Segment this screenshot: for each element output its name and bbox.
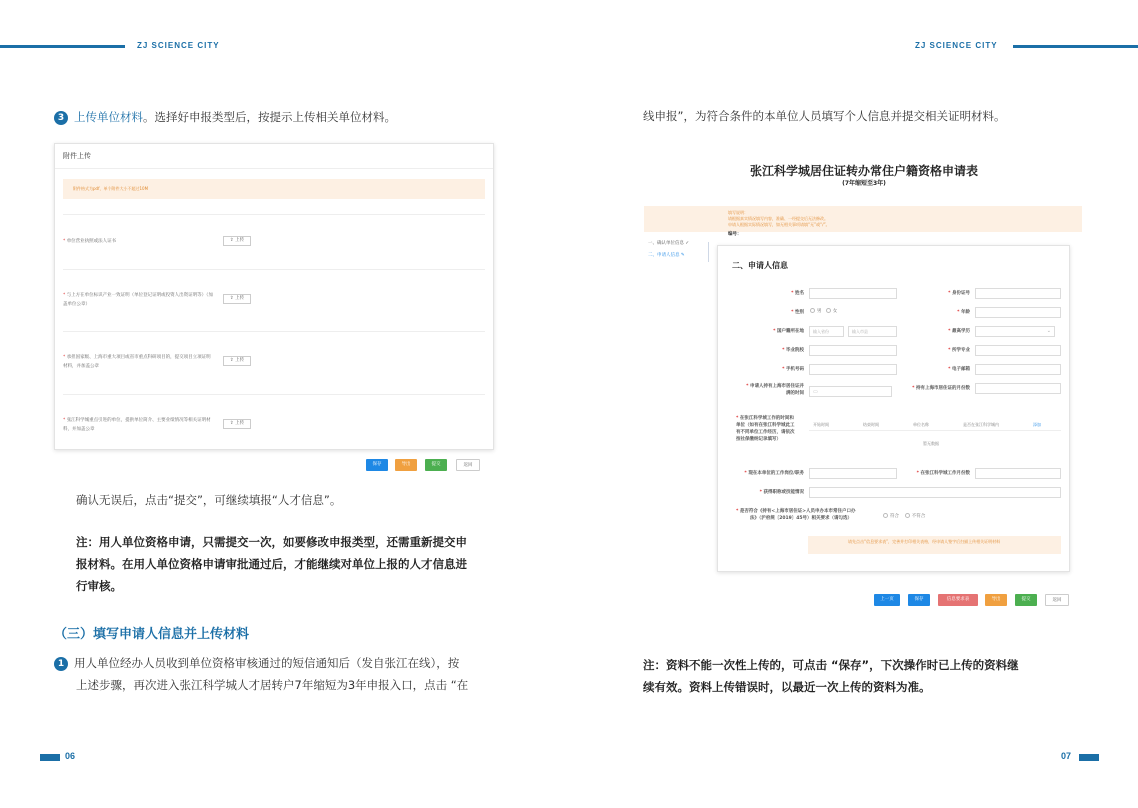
- chevron-down-icon: ⌄: [1046, 328, 1051, 334]
- form-title: 张江科学城居住证转办常住户籍资格申请表: [749, 164, 978, 178]
- email-input[interactable]: [975, 364, 1061, 375]
- hukou-city-input[interactable]: 输入市县: [848, 326, 897, 337]
- save-button[interactable]: 保存: [366, 459, 388, 471]
- step3-heading: [54, 107, 574, 128]
- step1-line: 1 用人单位经办人员收到单位资格审核通过的短信通知后（发自张江在线），按: [54, 653, 514, 674]
- upload-button[interactable]: ⇪ 上传: [223, 419, 251, 429]
- major-input[interactable]: [975, 345, 1061, 356]
- months-in-city-input[interactable]: [975, 468, 1061, 479]
- applicant-form-card: [717, 245, 1070, 572]
- phone-input[interactable]: [809, 364, 897, 375]
- field-label: * 姓名: [791, 291, 804, 296]
- table-header-cell: 单位名称: [913, 422, 929, 427]
- section-heading: （三）填写申请人信息并上传材料: [54, 627, 250, 642]
- table-empty-text: 暂无数据: [923, 441, 939, 446]
- submit-button[interactable]: 提交: [1015, 594, 1037, 606]
- page-number-left: 06: [65, 751, 76, 761]
- field-label: * 身份证号: [948, 291, 970, 296]
- upload-label: * 张江科学城重点引进的单位，提供单位简介、主要业绩情况等相关证明材料，并加盖公章: [63, 418, 211, 432]
- bottom-note-line: 注：资料不能一次性上传的，可点击 “保存”，下次操作时已上传的资料继: [643, 658, 1019, 672]
- titles-input[interactable]: [809, 487, 1061, 498]
- field-label: * 持有上海市居住证的月份数: [912, 386, 970, 391]
- footer-bar-right: [1079, 754, 1099, 761]
- card-title: 二、申请人信息: [732, 261, 788, 270]
- upload-label: * 单位营业执照或法人证书: [63, 239, 117, 244]
- permit-months-input[interactable]: [975, 383, 1061, 394]
- school-input[interactable]: [809, 345, 897, 356]
- form-note-box: 填写说明： 请根据真实情况填写内容，准确、一经提交后无法修改。 申请人根据实际情况填写，如无相关事项请填“无”或“/”。: [644, 206, 1082, 232]
- save-button[interactable]: 保存: [908, 594, 930, 606]
- field-label: * 年龄: [957, 310, 970, 315]
- field-label: * 手机号码: [782, 367, 804, 372]
- side-nav-item[interactable]: 一、确认单位信息 ✓: [648, 241, 690, 246]
- position-input[interactable]: [809, 468, 897, 479]
- export-button[interactable]: 导出: [985, 594, 1007, 606]
- field-label: * 国户籍所在地: [773, 329, 804, 334]
- upload-row: [63, 214, 485, 269]
- step3-text: 。选择好申报类型后，按提示上传相关单位材料。: [143, 110, 396, 124]
- hukou-province-input[interactable]: 输入省份: [809, 326, 844, 337]
- form-subtitle: (7年缩短至3年): [842, 180, 886, 187]
- note-line: 行审核。: [76, 579, 122, 593]
- side-nav: [648, 238, 689, 262]
- step3-title: 上传单位材料: [74, 110, 143, 124]
- field-label: * 所学专业: [948, 348, 970, 353]
- submit-button[interactable]: 提交: [425, 459, 447, 471]
- right-top-text: 线申报”，为符合条件的本单位人员填写个人信息并提交相关证明材料。: [643, 109, 1006, 123]
- side-nav-divider: [708, 242, 709, 262]
- hint-box: 请先点击“信息要求表”，完善并打印相关表格，经申请人签字后扫描上传相关证明材料: [808, 536, 1061, 554]
- upload-warning: 附件格式为pdf，单个附件大小不超过10M: [63, 179, 485, 199]
- side-nav-item-active[interactable]: 二、申请人信息 ✎: [648, 253, 685, 258]
- field-label: * 是否符合《持有<上海市居住证>人员申办本市常住户口办 法》（沪府规〔2019〕45号）相关要求（请勾选）: [736, 509, 856, 521]
- table-header-cell: 结束时间: [863, 422, 879, 427]
- upload-label: * 与上方在单位标识产业一致证明（单位登记证明或投资人出资证明等）（加盖单位公章）: [63, 293, 213, 307]
- age-input[interactable]: [975, 307, 1061, 318]
- footer-bar-left: [40, 754, 60, 761]
- confirm-text: 确认无误后，点击“提交”，可继续填报“人才信息”。: [76, 493, 342, 507]
- field-label: * 获得职称或技能情况: [759, 490, 804, 495]
- note-line: 注：用人单位资格申请，只需提交一次，如要修改申报类型，还需重新提交申: [76, 535, 467, 549]
- upload-panel: [54, 143, 494, 450]
- field-label: * 现在本单位的工作岗位/职务: [744, 471, 804, 476]
- name-input[interactable]: [809, 288, 897, 299]
- step1-number-badge: 1: [54, 657, 68, 671]
- upload-button[interactable]: ⇪ 上传: [223, 356, 251, 366]
- upload-button[interactable]: ⇪ 上传: [223, 236, 251, 246]
- header-rule-left: [0, 45, 125, 48]
- upload-label: * 承担国家级、上海市重大项目或省市重点科研项目的，提交项目立项证明材料，并加盖公章: [63, 355, 211, 369]
- field-label: * 性别: [791, 310, 804, 315]
- policy-radio-group[interactable]: 符合 不符合: [883, 512, 925, 522]
- field-label: * 在张江科学城工作的时间和 单位（如有在张江科学城此工 有不同单位工作经历，请依次 按社保缴纳记录填写）: [736, 416, 795, 442]
- upload-button[interactable]: ⇪ 上传: [223, 294, 251, 304]
- info-form-button[interactable]: 信息要求表: [938, 594, 978, 606]
- field-label: * 最高学历: [948, 329, 970, 334]
- upload-row: [63, 331, 485, 394]
- bottom-note-line: 续有效。资料上传错误时，以最近一次上传的资料为准。: [643, 680, 931, 694]
- back-button[interactable]: 返回: [1045, 594, 1069, 606]
- field-label: * 电子邮箱: [948, 367, 970, 372]
- note-line: 报材料。在用人单位资格申请审批通过后，才能继续对单位上报的人才信息进: [76, 557, 467, 571]
- id-number-input[interactable]: [975, 288, 1061, 299]
- page-number-right: 07: [1061, 751, 1072, 761]
- gender-radio-group[interactable]: 男 女: [810, 307, 837, 317]
- field-label: * 在张江科学城工作月份数: [916, 471, 970, 476]
- export-button[interactable]: 导出: [395, 459, 417, 471]
- form-number-label: 编号：: [728, 232, 742, 237]
- permit-date-input[interactable]: [809, 386, 892, 397]
- back-button[interactable]: 返回: [456, 459, 480, 471]
- step3-number-badge: 3: [54, 111, 68, 125]
- field-label: * 申请人持有上海市居住证并 满的时间: [746, 384, 804, 396]
- education-select[interactable]: [975, 326, 1055, 337]
- header-brand-left: ZJ SCIENCE CITY: [137, 41, 220, 50]
- prev-page-button[interactable]: 上一页: [874, 594, 900, 606]
- table-header-cell: 是否在张江科学城内: [963, 422, 999, 427]
- field-label: * 毕业院校: [782, 348, 804, 353]
- upload-row: [63, 269, 485, 331]
- table-divider: [809, 430, 1061, 431]
- add-row-link[interactable]: 添加: [1033, 422, 1041, 427]
- header-brand-right: ZJ SCIENCE CITY: [915, 41, 998, 50]
- upload-row: [63, 394, 485, 449]
- table-header-cell: 开始时间: [813, 422, 829, 427]
- step1-line: 上述步骤，再次进入张江科学城人才居转户7年缩短为3年申报入口，点击 “在: [76, 678, 469, 692]
- upload-panel-title: 附件上传: [55, 144, 493, 169]
- header-rule-right: [1013, 45, 1138, 48]
- calendar-icon: ▭: [813, 389, 818, 395]
